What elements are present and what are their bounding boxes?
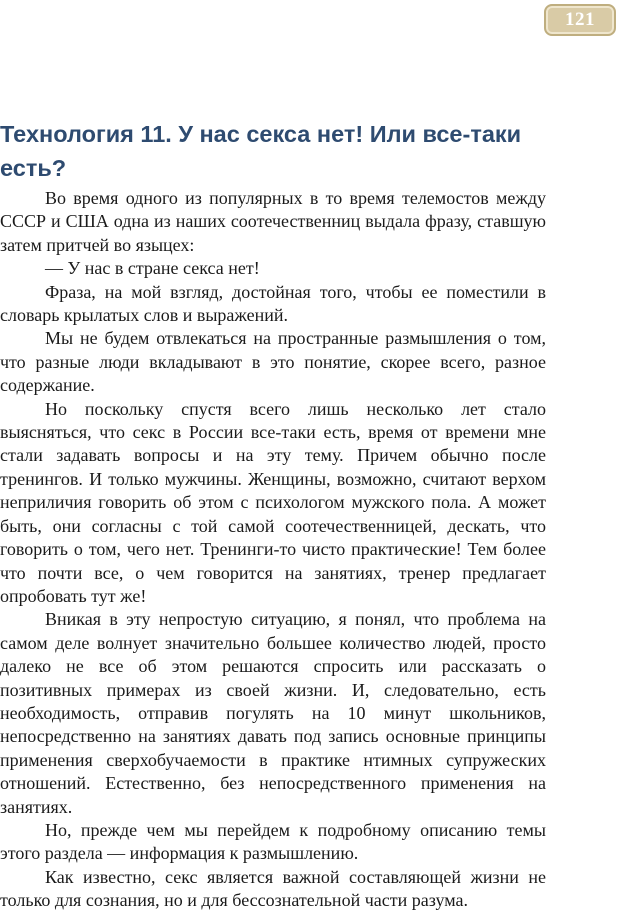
body-text [0,187,546,913]
page-number: 121 [565,9,595,30]
paragraph: Фраза, на мой взгляд, достойная того, чтобы ее поместили в словарь крылатых слов и выражений. [0,281,546,326]
paragraph: Во время одного из популярных в то время телемостов между СССР и США одна из наших соотечественниц выдала фразу, ставшую затем притчей во языцех: [0,188,546,255]
section-title: Технология 11. У нас секса нет! Или все-таки есть? [0,121,522,181]
paragraph: Но поскольку спустя всего лишь несколько лет стало выясняться, что секс в России все-таки есть, время от времени мне стали задавать вопросы и на эту тему. Причем обычно после тренингов. И только мужчины. Женщины, возможно, считают верхом неприличия говорить об этом с психологом мужского пола. А может быть, они согласны с той самой соотечественницей, дескать, что говорить о том, чего нет. Тренинги-то чисто практические! Тем более что почти все, о чем говорится на занятиях, тренер предлагает опробовать тут же! [0,398,546,606]
paragraph: — У нас в стране секса нет! [45,258,260,279]
paragraph: Вникая в эту непростую ситуацию, я понял, что проблема на самом деле волнует значительно большее количество людей, просто далеко не все об этом решаются спросить или рассказать о позитивных примерах из своей жизни. И, следовательно, есть необходимость, отправив погулять на 10 минут школьников, непосредственно на занятиях давать под запись основные принципы применения сверхобучаемости в практике нтимных супружеских отношений. Естественно, без непосредственного применения на занятиях. [0,609,546,817]
page-number-badge [544,4,616,36]
paragraph: Мы не будем отвлекаться на пространные размышления о том, что разные люди вкладывают в это понятие, скорее всего, разное содержание. [0,328,546,396]
paragraph: Но, прежде чем мы перейдем к подробному описанию темы этого раздела — информация к размышлению. [0,819,546,864]
paragraph: Как известно, секс является важной составляющей жизни не только для сознания, но и для бессознательной части разума. [0,866,546,911]
